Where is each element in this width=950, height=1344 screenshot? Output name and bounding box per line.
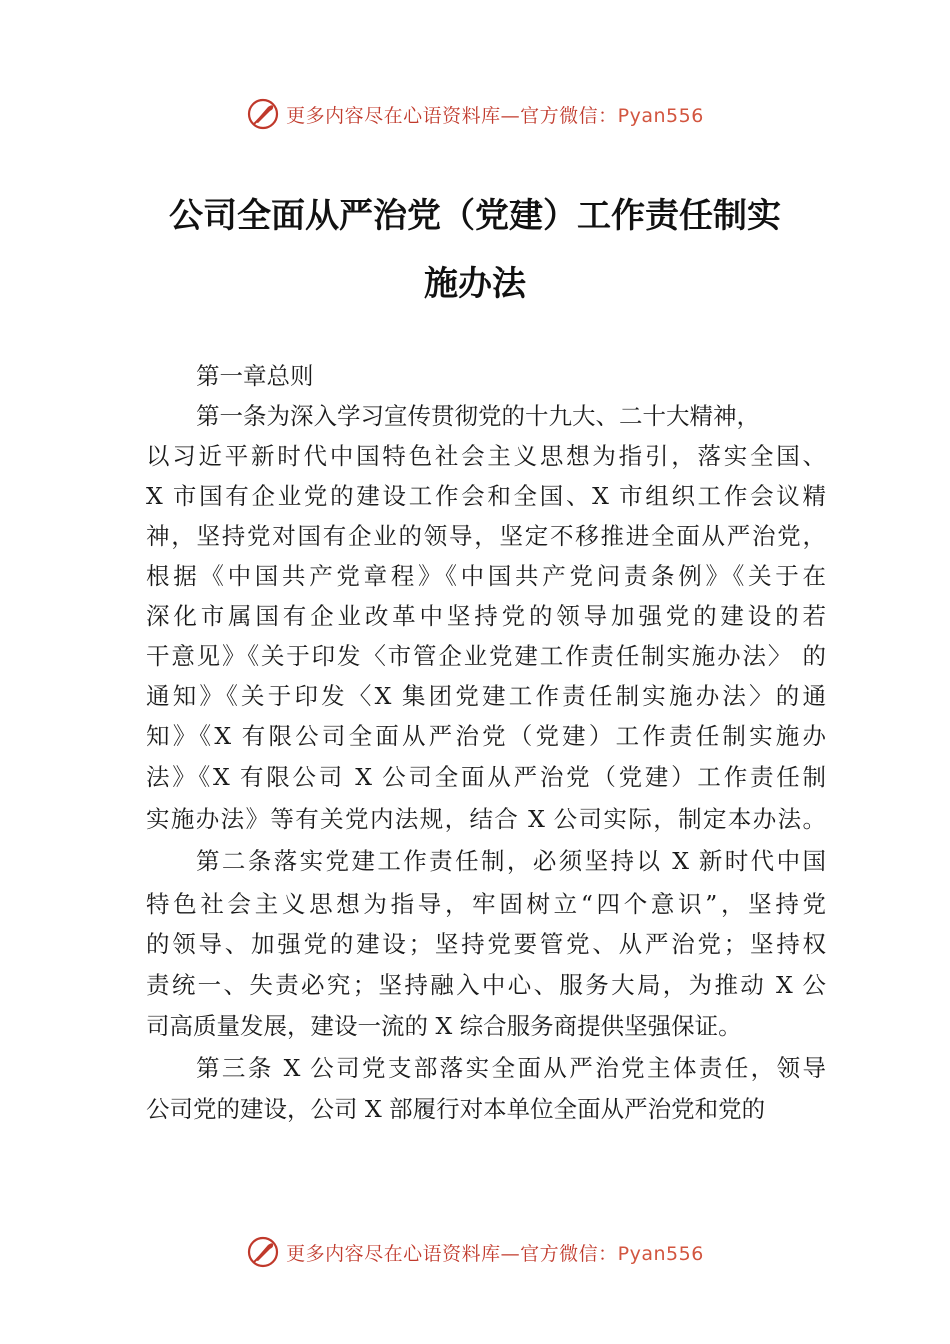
paragraph-line: 法》《X 有限公司 X 公司全面从严治党（党建）工作责任制 (146, 763, 826, 791)
paragraph-line: 根据《中国共产党章程》《中国共产党问责条例》《关于在 (146, 562, 826, 590)
chapter-heading: 第一章总则 (196, 362, 314, 390)
paragraph-line: 干意见》《关于印发〈市管企业党建工作责任制实施办法〉 的 (146, 642, 826, 670)
paragraph-line: 司高质量发展，建设一流的 X 综合服务商提供坚强保证。 (146, 1012, 742, 1040)
paragraph-line: X 市国有企业党的建设工作会和全国、X 市组织工作会议精 (146, 482, 826, 510)
paragraph-line: 以习近平新时代中国特色社会主义思想为指引，落实全国、 (146, 442, 826, 470)
paragraph-line: 神，坚持党对国有企业的领导，坚定不移推进全面从严治党， (146, 522, 826, 550)
watermark-text (286, 1239, 704, 1266)
paragraph-line: 通知》《关于印发〈X 集团党建工作责任制实施办法〉的通 (146, 682, 826, 710)
footer-watermark (0, 1232, 950, 1272)
paragraph-line: 深化市属国有企业改革中坚持党的领导加强党的建设的若 (146, 602, 826, 630)
quill-pen-icon (246, 1235, 280, 1269)
wechat-id: Pyan556 (617, 104, 704, 127)
watermark-label: 更多内容尽在心语资料库—官方微信： (286, 1242, 618, 1265)
document-title-line-2: 施办法 (424, 264, 526, 304)
paragraph-line: 责统一、失责必究；坚持融入中心、服务大局，为推动 X 公 (146, 971, 826, 999)
paragraph-line: 知》《X 有限公司全面从严治党（党建）工作责任制实施办 (146, 722, 826, 750)
paragraph-line: 公司党的建设，公司 X 部履行对本单位全面从严治党和党的 (146, 1095, 766, 1123)
header-watermark (0, 94, 950, 134)
paragraph-line: 特色社会主义思想为指导，牢固树立“四个意识”，坚持党 (146, 890, 826, 918)
watermark-text (286, 101, 704, 128)
paragraph-line: 第二条落实党建工作责任制，必须坚持以 X 新时代中国 (196, 847, 826, 875)
wechat-id: Pyan556 (617, 1242, 704, 1265)
document-title-line-1: 公司全面从严治党（党建）工作责任制实 (169, 196, 781, 236)
quill-pen-icon (246, 97, 280, 131)
paragraph-line: 实施办法》等有关党内法规，结合 X 公司实际，制定本办法。 (146, 805, 826, 833)
paragraph-line: 第一条为深入学习宣传贯彻党的十九大、二十大精神， (196, 402, 760, 430)
watermark-label: 更多内容尽在心语资料库—官方微信： (286, 104, 618, 127)
paragraph-line: 的领导、加强党的建设；坚持党要管党、从严治党；坚持权 (146, 930, 826, 958)
paragraph-line: 第三条 X 公司党支部落实全面从严治党主体责任，领导 (196, 1054, 826, 1082)
